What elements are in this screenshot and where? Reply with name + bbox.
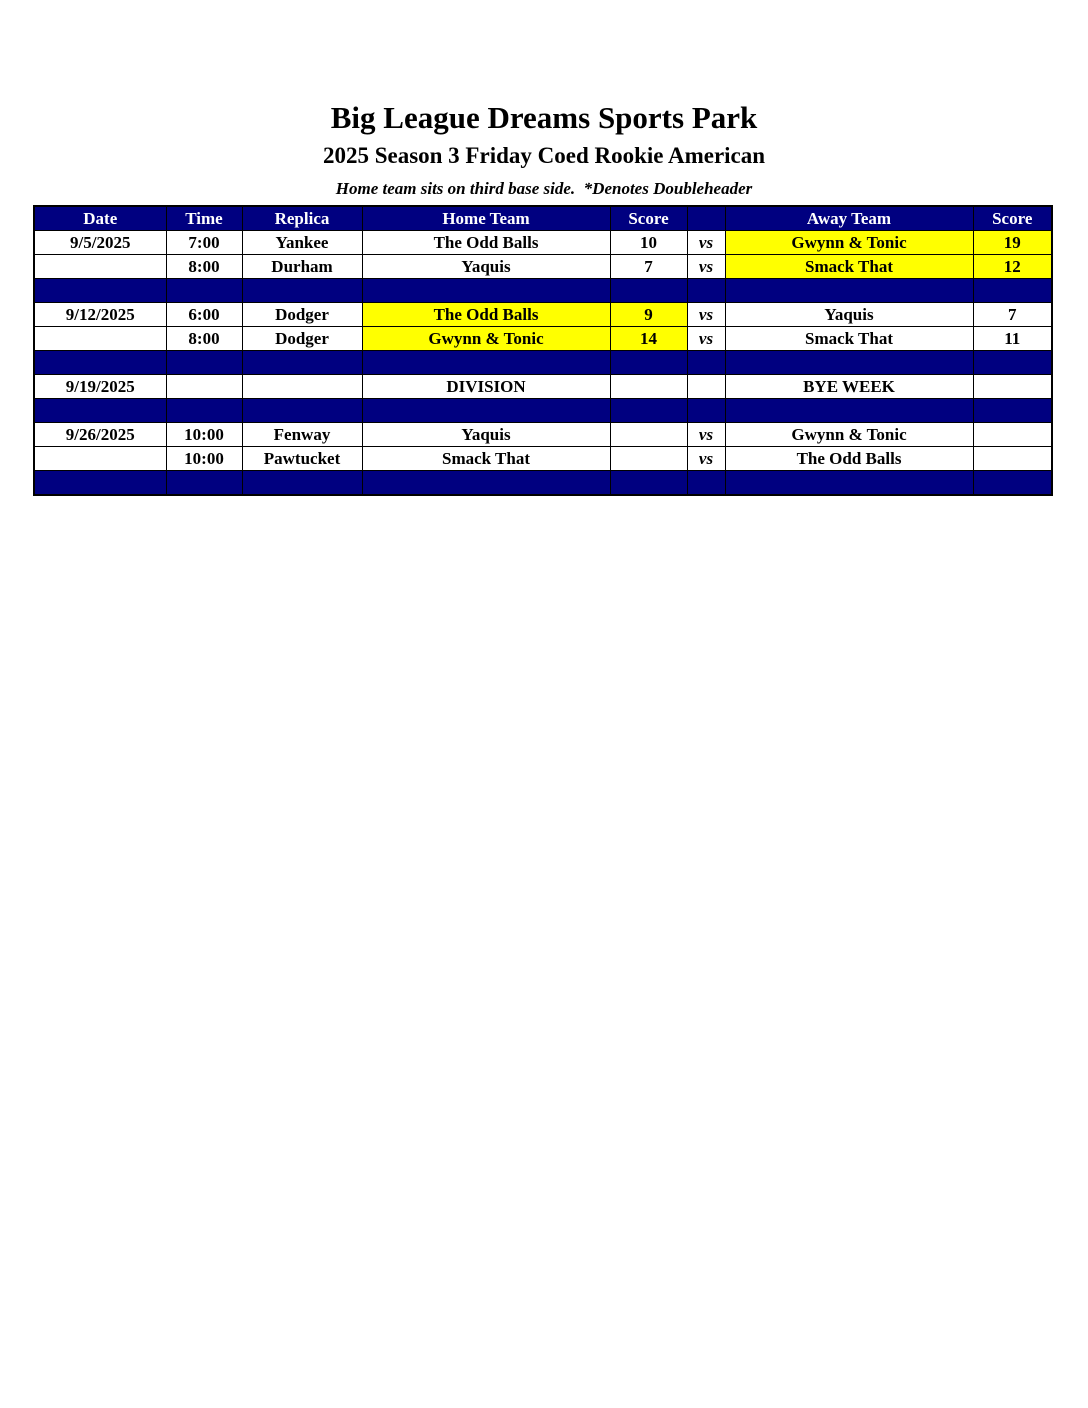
vs-cell: vs: [687, 303, 725, 327]
home-score-cell: 10: [610, 231, 687, 255]
league-subtitle: 2025 Season 3 Friday Coed Rookie American: [322, 143, 766, 168]
time-cell: 7:00: [166, 231, 242, 255]
home-score-cell: 7: [610, 255, 687, 279]
header-replica: Replica: [242, 206, 362, 231]
vs-cell: [687, 375, 725, 399]
away-score-cell: 19: [973, 231, 1052, 255]
vs-cell: vs: [687, 327, 725, 351]
away-score-cell: [973, 423, 1052, 447]
away-team-cell: BYE WEEK: [725, 375, 973, 399]
home-team-cell: The Odd Balls: [362, 303, 610, 327]
away-team-cell: Gwynn & Tonic: [725, 231, 973, 255]
home-team-cell: DIVISION: [362, 375, 610, 399]
table-row: [34, 231, 1052, 255]
replica-cell: Dodger: [242, 303, 362, 327]
date-cell: 9/5/2025: [34, 231, 166, 255]
away-score-cell: 12: [973, 255, 1052, 279]
time-cell: 6:00: [166, 303, 242, 327]
home-team-cell: Smack That: [362, 447, 610, 471]
header-home-team: Home Team: [362, 206, 610, 231]
replica-cell: Durham: [242, 255, 362, 279]
home-score-cell: 9: [610, 303, 687, 327]
vs-cell: vs: [687, 255, 725, 279]
replica-cell: Yankee: [242, 231, 362, 255]
date-cell: [34, 447, 166, 471]
vs-cell: vs: [687, 231, 725, 255]
away-score-cell: 7: [973, 303, 1052, 327]
away-score-cell: 11: [973, 327, 1052, 351]
vs-cell: vs: [687, 423, 725, 447]
header-away-score: Score: [973, 206, 1052, 231]
replica-cell: Fenway: [242, 423, 362, 447]
away-score-cell: [973, 447, 1052, 471]
week-divider-row: [34, 471, 1052, 496]
date-cell: [34, 255, 166, 279]
home-team-cell: Gwynn & Tonic: [362, 327, 610, 351]
away-team-cell: Smack That: [725, 327, 973, 351]
table-row: [34, 375, 1052, 399]
away-team-cell: Gwynn & Tonic: [725, 423, 973, 447]
schedule-table: [33, 205, 1053, 496]
table-row: [34, 255, 1052, 279]
week-divider-row: [34, 399, 1052, 423]
vs-cell: vs: [687, 447, 725, 471]
week-divider-row: [34, 351, 1052, 375]
home-team-cell: Yaquis: [362, 423, 610, 447]
table-row: [34, 327, 1052, 351]
replica-cell: [242, 375, 362, 399]
schedule-note: Home team sits on third base side. *Denotes Doubleheader: [335, 179, 753, 198]
page-title: Big League Dreams Sports Park: [330, 100, 758, 135]
date-cell: 9/19/2025: [34, 375, 166, 399]
table-header-row: [34, 206, 1052, 231]
date-cell: 9/12/2025: [34, 303, 166, 327]
home-score-cell: [610, 423, 687, 447]
home-team-cell: The Odd Balls: [362, 231, 610, 255]
table-row: [34, 447, 1052, 471]
away-team-cell: Yaquis: [725, 303, 973, 327]
header-away-team: Away Team: [725, 206, 973, 231]
date-cell: 9/26/2025: [34, 423, 166, 447]
replica-cell: Dodger: [242, 327, 362, 351]
header-vs: [687, 206, 725, 231]
header-home-score: Score: [610, 206, 687, 231]
time-cell: 8:00: [166, 327, 242, 351]
table-row: [34, 423, 1052, 447]
away-score-cell: [973, 375, 1052, 399]
header-time: Time: [166, 206, 242, 231]
home-team-cell: Yaquis: [362, 255, 610, 279]
date-cell: [34, 327, 166, 351]
away-team-cell: The Odd Balls: [725, 447, 973, 471]
time-cell: 10:00: [166, 447, 242, 471]
header-date: Date: [34, 206, 166, 231]
home-score-cell: 14: [610, 327, 687, 351]
home-score-cell: [610, 375, 687, 399]
time-cell: 8:00: [166, 255, 242, 279]
time-cell: [166, 375, 242, 399]
table-row: [34, 303, 1052, 327]
time-cell: 10:00: [166, 423, 242, 447]
home-score-cell: [610, 447, 687, 471]
week-divider-row: [34, 279, 1052, 303]
replica-cell: Pawtucket: [242, 447, 362, 471]
away-team-cell: Smack That: [725, 255, 973, 279]
